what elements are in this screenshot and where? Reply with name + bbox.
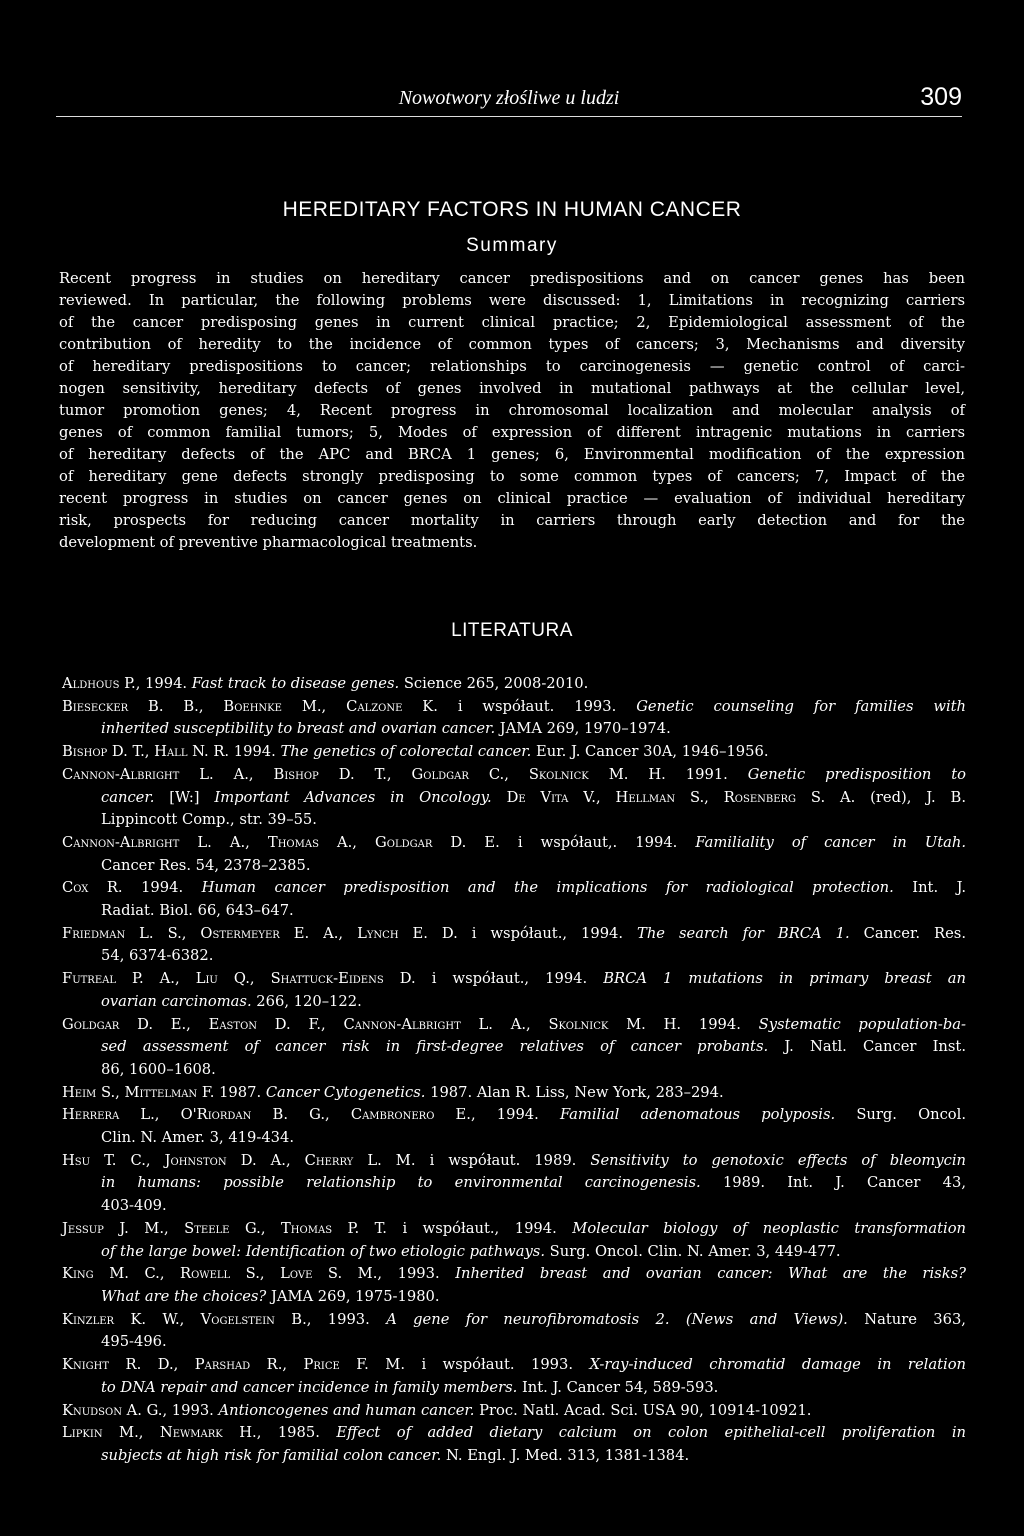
reference-title: Familiality of cancer in Utah. [695,833,967,851]
reference-entry [62,1422,966,1467]
reference-title: Antioncogenes and human cancer. [218,1401,475,1419]
abstract-line: nogen sensitivity, hereditary defects of genes involved in mutational pathways at the cellular level, [59,380,965,397]
reference-line [62,787,966,810]
reference-line [62,1172,966,1195]
reference-details: Nature 363, [847,1310,966,1328]
reference-details: Radiat. Biol. 66, 643–647. [101,902,294,920]
reference-line [62,741,966,764]
reference-details: Int. J. Cancer 54, 589-593. [517,1378,719,1396]
reference-line [62,1331,966,1354]
reference-details: JAMA 269, 1975-1980. [266,1287,440,1305]
abstract-line: reviewed. In particular, the following problems were discussed: 1, Limitations in recognizing carriers [59,292,965,309]
reference-authors: Goldgar D. E., Easton D. F., Cannon-Albright L. A., Skolnick M. H. [62,1015,682,1033]
summary-heading: Summary [466,235,558,256]
reference-line [62,900,966,923]
reference-line [62,877,966,900]
reference-title: ovarian carcinomas. [101,992,252,1010]
reference-details: , 1993. [162,1401,219,1419]
reference-details: Science 265, 2008-2010. [399,675,589,692]
reference-title: Systematic population-ba- [758,1015,966,1033]
reference-details: i współaut. 1993. [437,697,637,715]
reference-title: The genetics of colorectal cancer. [280,743,532,761]
reference-entry [62,1014,966,1082]
reference-authors: King M. C., Rowell S., Love S. M. [62,1265,378,1283]
reference-entry [62,673,966,696]
reference-details: 266, 120–122. [251,992,362,1010]
reference-details: Cancer. Res. [849,924,966,942]
reference-details: Lippincott Comp., str. 39–55. [101,811,317,829]
reference-authors: Aldhous P. [62,675,136,692]
reference-title: of the large bowel: Identification of two etiologic pathways. [101,1242,545,1260]
reference-entry [62,696,966,741]
reference-authors: Lipkin M., Newmark H. [62,1424,257,1442]
reference-line [62,1241,966,1264]
journal-title: Nowotwory złośliwe u ludzi [398,87,620,109]
reference-entry [62,923,966,968]
reference-line [62,1059,966,1082]
reference-authors: Cox R. [62,879,123,897]
reference-line [62,855,966,878]
reference-entry [62,1150,966,1218]
reference-entry [62,1082,966,1105]
reference-title: to DNA repair and cancer incidence in family members. [101,1378,518,1396]
reference-details: 1994. [229,743,281,761]
reference-entry [62,1263,966,1308]
abstract-text [59,268,965,554]
reference-line [62,1195,966,1218]
reference-title: in humans: possible relationship to environmental carcinogenesis. [101,1174,701,1192]
reference-details: , 1985. [256,1424,337,1442]
reference-authors: Bishop D. T., Hall N. R. [62,743,230,761]
reference-title: Familial adenomatous polyposis. [559,1106,836,1124]
reference-line [62,1422,966,1445]
reference-authors: Cannon-Albright L. A., Bishop D. T., Goldgar C., Skolnick M. H. [62,765,666,783]
reference-line [62,1218,966,1241]
reference-authors: Jessup J. M., Steele G., Thomas P. T. [62,1219,387,1237]
reference-details: JAMA 269, 1970–1974. [495,720,671,738]
reference-authors: Herrera L., O'Riordan B. G., Cambronero E. [62,1106,471,1124]
reference-line [62,809,966,832]
reference-line [62,1082,966,1105]
reference-line [62,923,966,946]
reference-entry [62,877,966,922]
reference-details: 86, 1600–1608. [101,1060,216,1078]
reference-title: Important Advances in Oncology. [214,788,492,806]
reference-details: , 1994. [470,1106,560,1124]
reference-title: The search for BRCA 1. [637,924,850,942]
reference-details: (red), J. B. [855,788,966,806]
reference-details: i współaut., 1994. [457,924,638,942]
reference-details: i współaut., 1994. [415,970,604,988]
reference-entry [62,764,966,832]
reference-details: 54, 6374-6382. [101,947,214,965]
article-title: HEREDITARY FACTORS IN HUMAN CANCER [282,198,742,221]
reference-authors: Heim S., Mittelman F. [62,1083,215,1101]
reference-title: BRCA 1 mutations in primary breast an [603,970,966,988]
reference-line [62,1377,966,1400]
reference-details: J. Natl. Cancer Inst. [768,1038,966,1056]
reference-details: , 1993. [377,1265,456,1283]
reference-details: 1989. Int. J. Cancer 43, [700,1174,966,1192]
reference-details: , 1994. [135,675,192,692]
reference-details: i współaut., 1994. [386,1219,573,1237]
reference-line [62,696,966,719]
reference-details: i współaut,. 1994. [499,833,696,851]
abstract-line: of hereditary predispositions to cancer; relationships to carcinogenesis — genetic control of carci- [59,358,965,375]
reference-details: Proc. Natl. Acad. Sci. USA 90, 10914-10921. [474,1401,812,1419]
reference-line [62,1014,966,1037]
reference-line [62,718,966,741]
reference-details: , 1993. [306,1310,387,1328]
reference-entry [62,1309,966,1354]
reference-details: Clin. N. Amer. 3, 419-434. [101,1129,295,1147]
reference-authors: Knudson A. G. [62,1401,163,1419]
abstract-line: of the cancer predisposing genes in current clinical practice; 2, Epidemiological assessment of the [59,314,965,331]
reference-details: [W:] [154,788,215,806]
abstract-line: tumor promotion genes; 4, Recent progress in chromosomal localization and molecular analysis of [59,402,965,419]
reference-authors: Biesecker B. B., Boehnke M., Calzone K. [62,697,438,715]
reference-title: sed assessment of cancer risk in first-degree relatives of cancer probants. [101,1038,769,1056]
reference-title: Sensitivity to genotoxic effects of bleomycin [590,1151,966,1169]
reference-details: 1987. Alan R. Liss, New York, 283–294. [425,1083,724,1101]
reference-line [62,1354,966,1377]
reference-title: Genetic predisposition to [747,765,966,783]
literature-heading: LITERATURA [451,620,573,641]
reference-line [62,764,966,787]
reference-authors: Knight R. D., Parshad R., Price F. M. [62,1356,406,1374]
reference-details: 1991. [665,765,748,783]
reference-authors: De Vita V., Hellman S., Rosenberg S. A. [506,788,856,806]
reference-details: i współaut. 1993. [405,1356,590,1374]
reference-details: 1987. [214,1083,266,1101]
abstract-line: genes of common familial tumors; 5, Modes of expression of different intragenic mutations in carriers [59,424,965,441]
reference-details [492,789,507,806]
reference-line [62,1104,966,1127]
reference-details: Surg. Oncol. [835,1106,967,1124]
reference-entry [62,1218,966,1263]
reference-details: 1994. [122,879,202,897]
reference-title: Genetic counseling for families with [636,697,967,715]
reference-title: What are the choices? [101,1287,267,1305]
reference-entry [62,832,966,877]
reference-title: Effect of added dietary calcium on colon epithelial-cell proliferation in [336,1424,966,1442]
reference-entry [62,1400,966,1423]
abstract-line: recent progress in studies on cancer genes on clinical practice — evaluation of individual hereditary [59,490,965,507]
reference-list [62,673,966,1468]
reference-entry [62,1354,966,1399]
abstract-line: development of preventive pharmacological treatments. [59,534,478,551]
reference-title: Inherited breast and ovarian cancer: What are the risks? [455,1265,967,1283]
reference-line [62,832,966,855]
reference-line [62,1127,966,1150]
abstract-line: risk, prospects for reducing cancer mortality in carriers through early detection and for the [59,512,965,529]
reference-line [62,1445,966,1468]
reference-details: Eur. J. Cancer 30A, 1946–1956. [531,743,769,761]
reference-title: Cancer Cytogenetics. [265,1083,426,1101]
abstract-line: of hereditary gene defects strongly predisposing to some common types of cancers; 7, Impact of the [59,468,965,485]
page-number: 309 [920,83,962,111]
reference-title: cancer. [101,788,155,806]
abstract-line: of hereditary defects of the APC and BRCA 1 genes; 6, Environmental modification of the expression [59,446,965,463]
reference-line [62,1150,966,1173]
reference-details: 1994. [681,1015,759,1033]
running-header [56,80,962,117]
reference-line [62,991,966,1014]
reference-title: Fast track to disease genes. [191,675,400,692]
reference-line [62,673,966,696]
reference-title: Molecular biology of neoplastic transformation [572,1219,966,1237]
reference-details: Cancer Res. 54, 2378–2385. [101,856,311,874]
reference-details: N. Engl. J. Med. 313, 1381-1384. [441,1446,690,1464]
reference-authors: Futreal P. A., Liu Q., Shattuck-Eidens D. [62,970,416,988]
reference-details: i współaut. 1989. [415,1151,591,1169]
reference-entry [62,741,966,764]
reference-authors: Friedman L. S., Ostermeyer E. A., Lynch E. D. [62,924,458,942]
reference-details: Surg. Oncol. Clin. N. Amer. 3, 449-477. [545,1242,841,1260]
reference-authors: Cannon-Albright L. A., Thomas A., Goldgar D. E. [62,833,500,851]
abstract-line: Recent progress in studies on hereditary cancer predispositions and on cancer genes has been [59,270,965,287]
reference-line [62,1263,966,1286]
reference-details: 403-409. [101,1197,167,1215]
reference-line [62,1400,966,1423]
reference-authors: Hsu T. C., Johnston D. A., Cherry L. M. [62,1151,416,1169]
reference-line [62,1309,966,1332]
reference-entry [62,1104,966,1149]
reference-entry [62,968,966,1013]
reference-line [62,1286,966,1309]
abstract-line: contribution of heredity to the incidence of common types of cancers; 3, Mechanisms and diversity [59,336,965,353]
reference-details: Int. J. [893,879,967,897]
reference-title: A gene for neurofibromatosis 2. (News and Views). [386,1310,848,1328]
reference-authors: Kinzler K. W., Vogelstein B. [62,1310,307,1328]
reference-line [62,1036,966,1059]
reference-title: Human cancer predisposition and the implications for radiological protection. [201,879,894,897]
reference-title: inherited susceptibility to breast and ovarian cancer. [101,720,496,738]
reference-title: X-ray-induced chromatid damage in relation [589,1356,967,1374]
reference-line [62,968,966,991]
reference-line [62,945,966,968]
reference-details: 495-496. [101,1333,167,1351]
reference-title: subjects at high risk for familial colon cancer. [101,1446,442,1464]
